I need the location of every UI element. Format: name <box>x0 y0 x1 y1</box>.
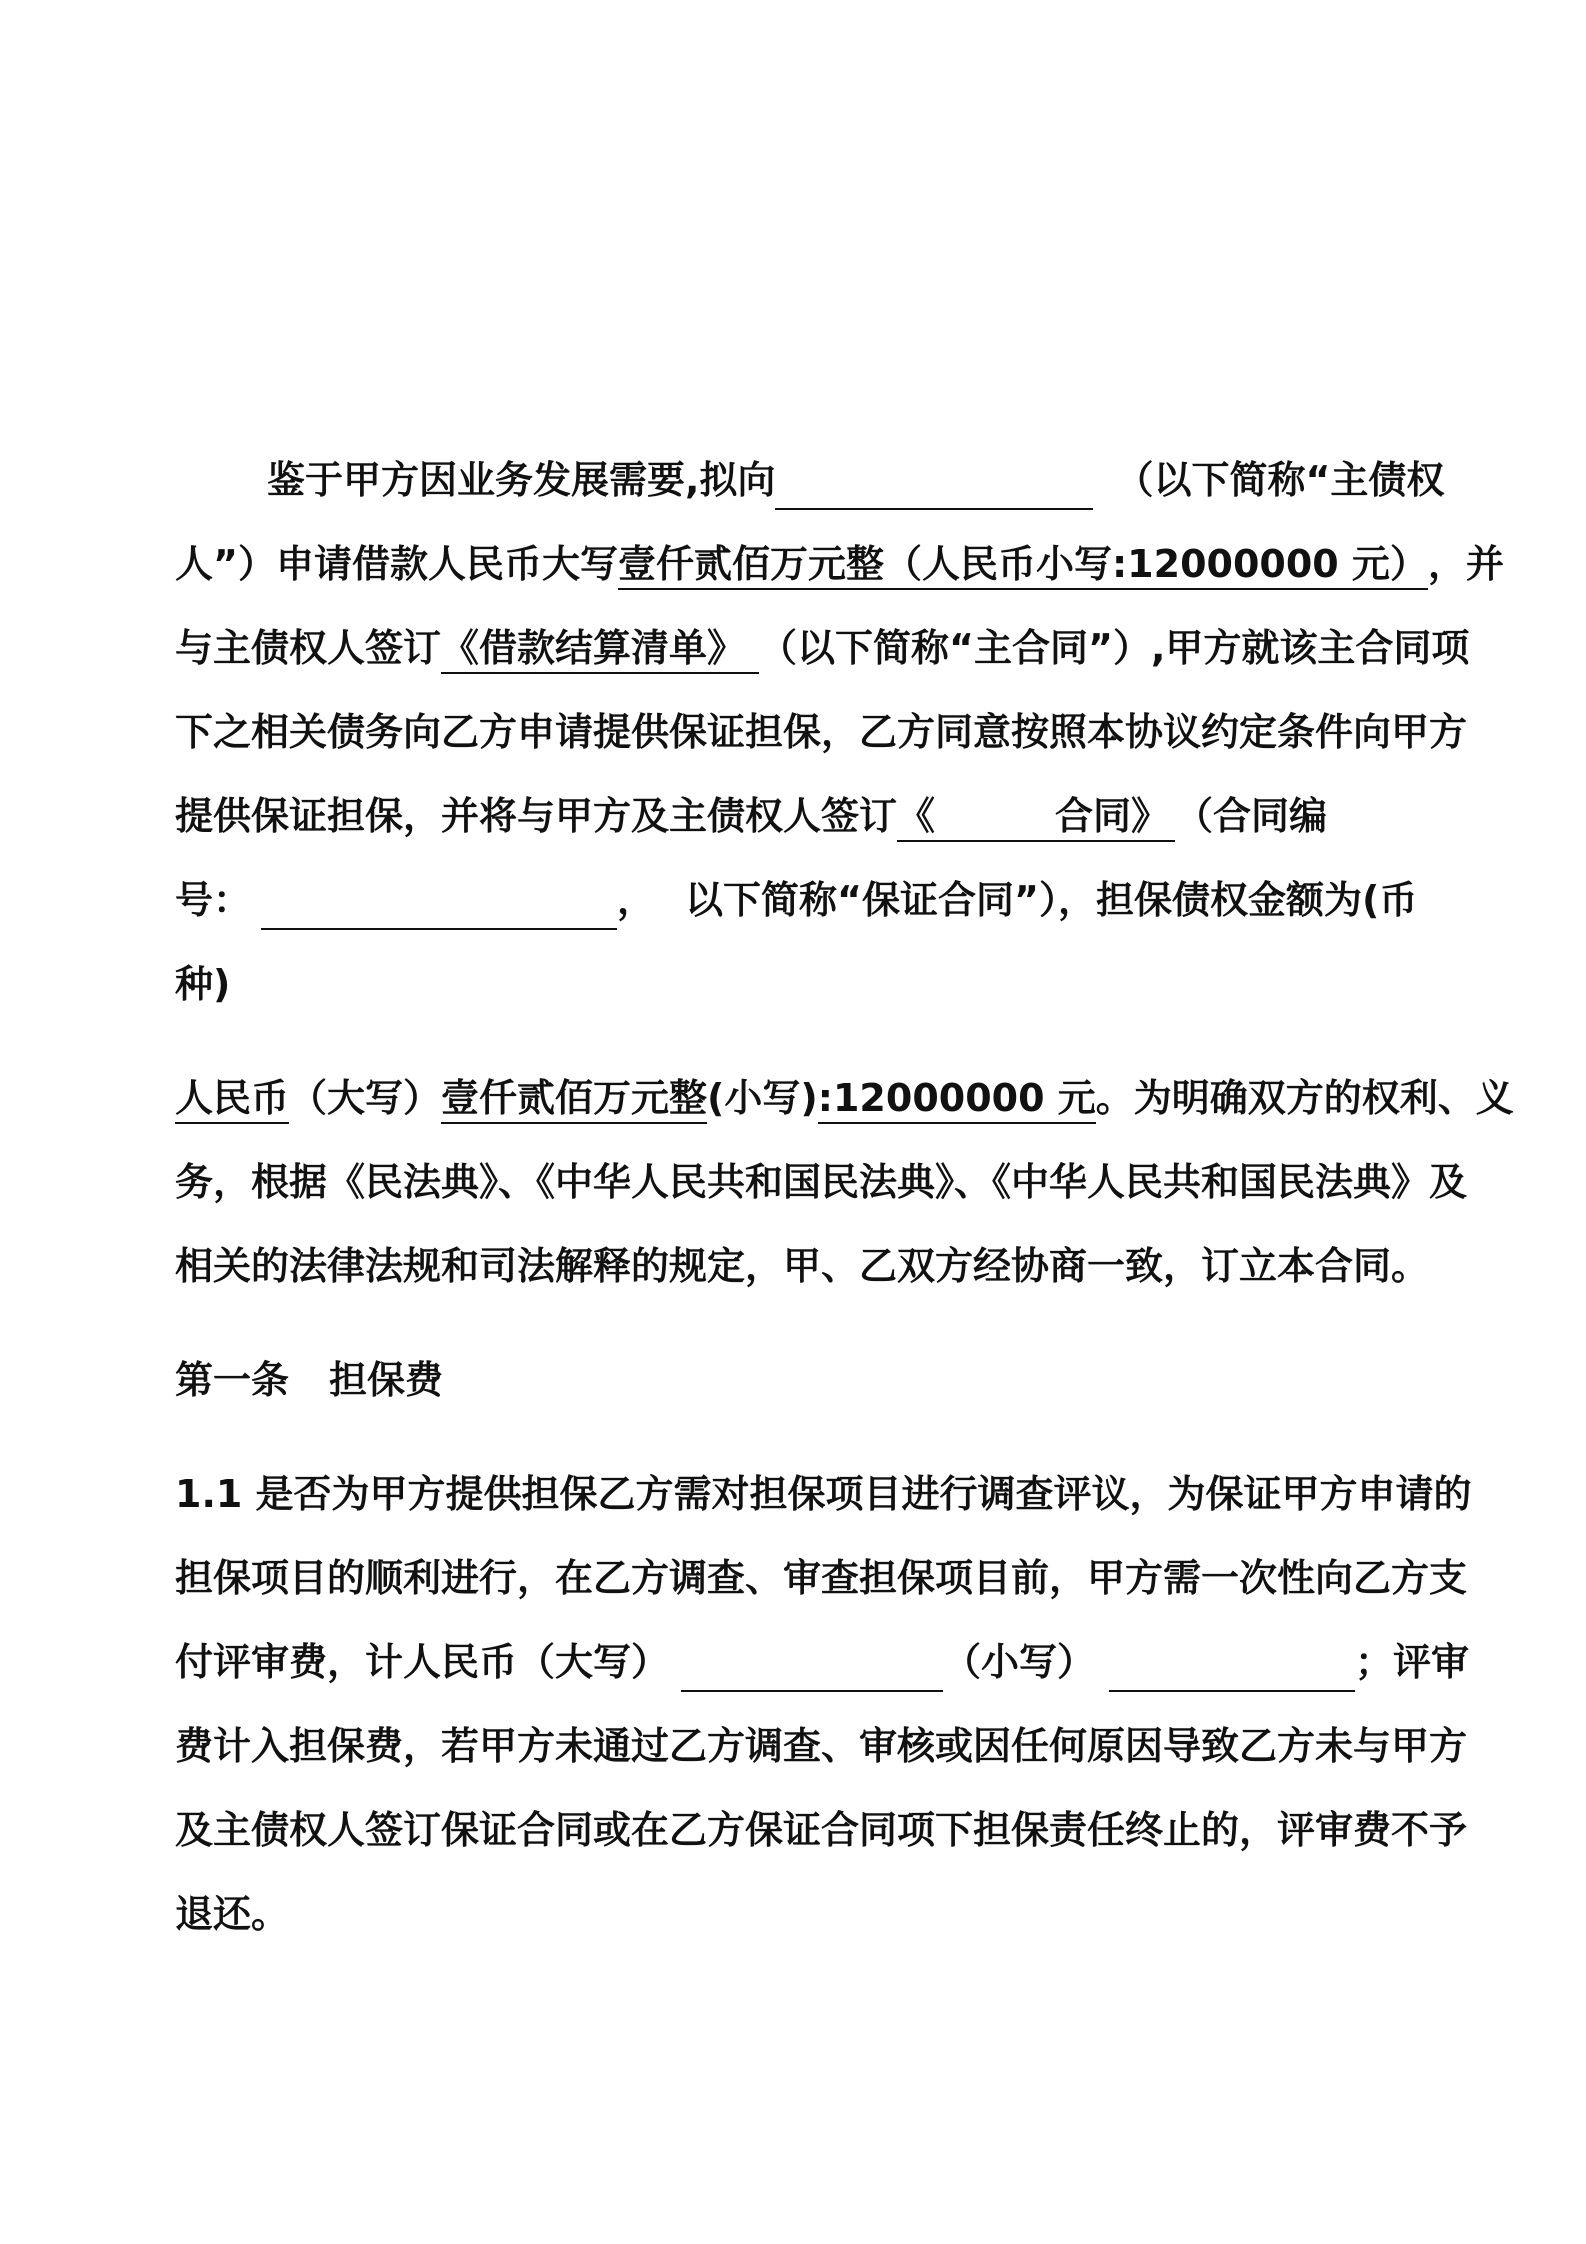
blank-contract-number[interactable] <box>261 882 617 930</box>
text: 担保项目的顺利进行，在乙方调查、审查担保项目前，甲方需一次性向乙方支 <box>175 1556 1468 1600</box>
text: （大写） <box>289 1076 442 1120</box>
amount-figure-underlined: :12000000 元 <box>818 1074 1096 1124</box>
text: 退还。 <box>175 1892 290 1936</box>
paragraph2-line2 <box>175 1152 1468 1212</box>
text: 以下简称“保证合同”），担保债权金额为(币 <box>685 878 1418 922</box>
text: 付评审费，计人民币（大写） <box>175 1640 670 1684</box>
text: （合同编 <box>1175 794 1328 838</box>
loan-amount-underlined: 壹仟贰佰万元整（人民币小写:12000000 元） <box>618 540 1428 590</box>
currency-underlined: 人民币 <box>175 1074 289 1124</box>
text: 与主债权人签订 <box>175 626 442 670</box>
article1-heading <box>175 1350 1411 1410</box>
text: 务，根据《民法典》、《中华人民共和国民法典》、《中华人民共和国民法典》及 <box>175 1160 1468 1204</box>
text: （小写） <box>943 1640 1096 1684</box>
paragraph1-line2 <box>175 534 1504 594</box>
paragraph1-line6 <box>175 870 1418 930</box>
blank-review-fee-capital[interactable] <box>681 1644 943 1692</box>
text: 及主债权人签订保证合同或在乙方保证合同项下担保责任终止的，评审费不予 <box>175 1808 1468 1852</box>
guarantee-contract-name-underlined: 《 合同》 <box>897 792 1175 842</box>
text: ；评审 <box>1355 1640 1470 1684</box>
text: （以下简称“主债权 <box>1115 458 1445 502</box>
paragraph2-line1 <box>175 1068 1514 1128</box>
text: 提供保证担保，并将与甲方及主债权人签订 <box>175 794 898 838</box>
clause1-1-line6 <box>175 1884 1411 1944</box>
text: (小写) <box>707 1076 818 1120</box>
text: （以下简称“主合同”）,甲方就该主合同项 <box>759 626 1470 670</box>
paragraph1-line4 <box>175 702 1468 762</box>
article-title: 担保费 <box>329 1358 444 1402</box>
paragraph1-line1 <box>175 450 1445 510</box>
blank-lender-name[interactable] <box>775 462 1093 510</box>
text: 号： <box>175 878 252 922</box>
text: 人”）申请借款人民币大写 <box>175 542 618 586</box>
paragraph1-line5 <box>175 786 1411 846</box>
text: 费计入担保费，若甲方未通过乙方调查、审核或因任何原因导致乙方未与甲方 <box>175 1724 1468 1768</box>
text: 。为明确双方的权利、义 <box>1095 1076 1514 1120</box>
text: 下之相关债务向乙方申请提供保证担保，乙方同意按照本协议约定条件向甲方 <box>175 710 1468 754</box>
paragraph1-line3 <box>175 618 1470 678</box>
text: ， <box>617 878 656 922</box>
blank-review-fee-figure[interactable] <box>1109 1644 1355 1692</box>
clause1-1-line3 <box>175 1632 1470 1692</box>
article-number: 第一条 <box>175 1358 290 1402</box>
clause1-1-line5 <box>175 1800 1468 1860</box>
main-contract-name-underlined: 《借款结算清单》 <box>441 624 759 674</box>
text: 种) <box>175 962 231 1006</box>
amount-capital-underlined: 壹仟贰佰万元整 <box>441 1074 707 1124</box>
clause1-1-line4 <box>175 1716 1468 1776</box>
text: 鉴于甲方因业务发展需要,拟向 <box>267 458 776 502</box>
text: 相关的法律法规和司法解释的规定，甲、乙双方经协商一致，订立本合同。 <box>175 1244 1430 1288</box>
clause1-1-line1 <box>175 1464 1472 1524</box>
paragraph1-line7 <box>175 954 1411 1014</box>
text: 1.1 是否为甲方提供担保乙方需对担保项目进行调查评议，为保证甲方申请的 <box>175 1472 1472 1516</box>
clause1-1-line2 <box>175 1548 1468 1608</box>
text: ，并 <box>1427 542 1504 586</box>
paragraph2-line3 <box>175 1236 1430 1296</box>
